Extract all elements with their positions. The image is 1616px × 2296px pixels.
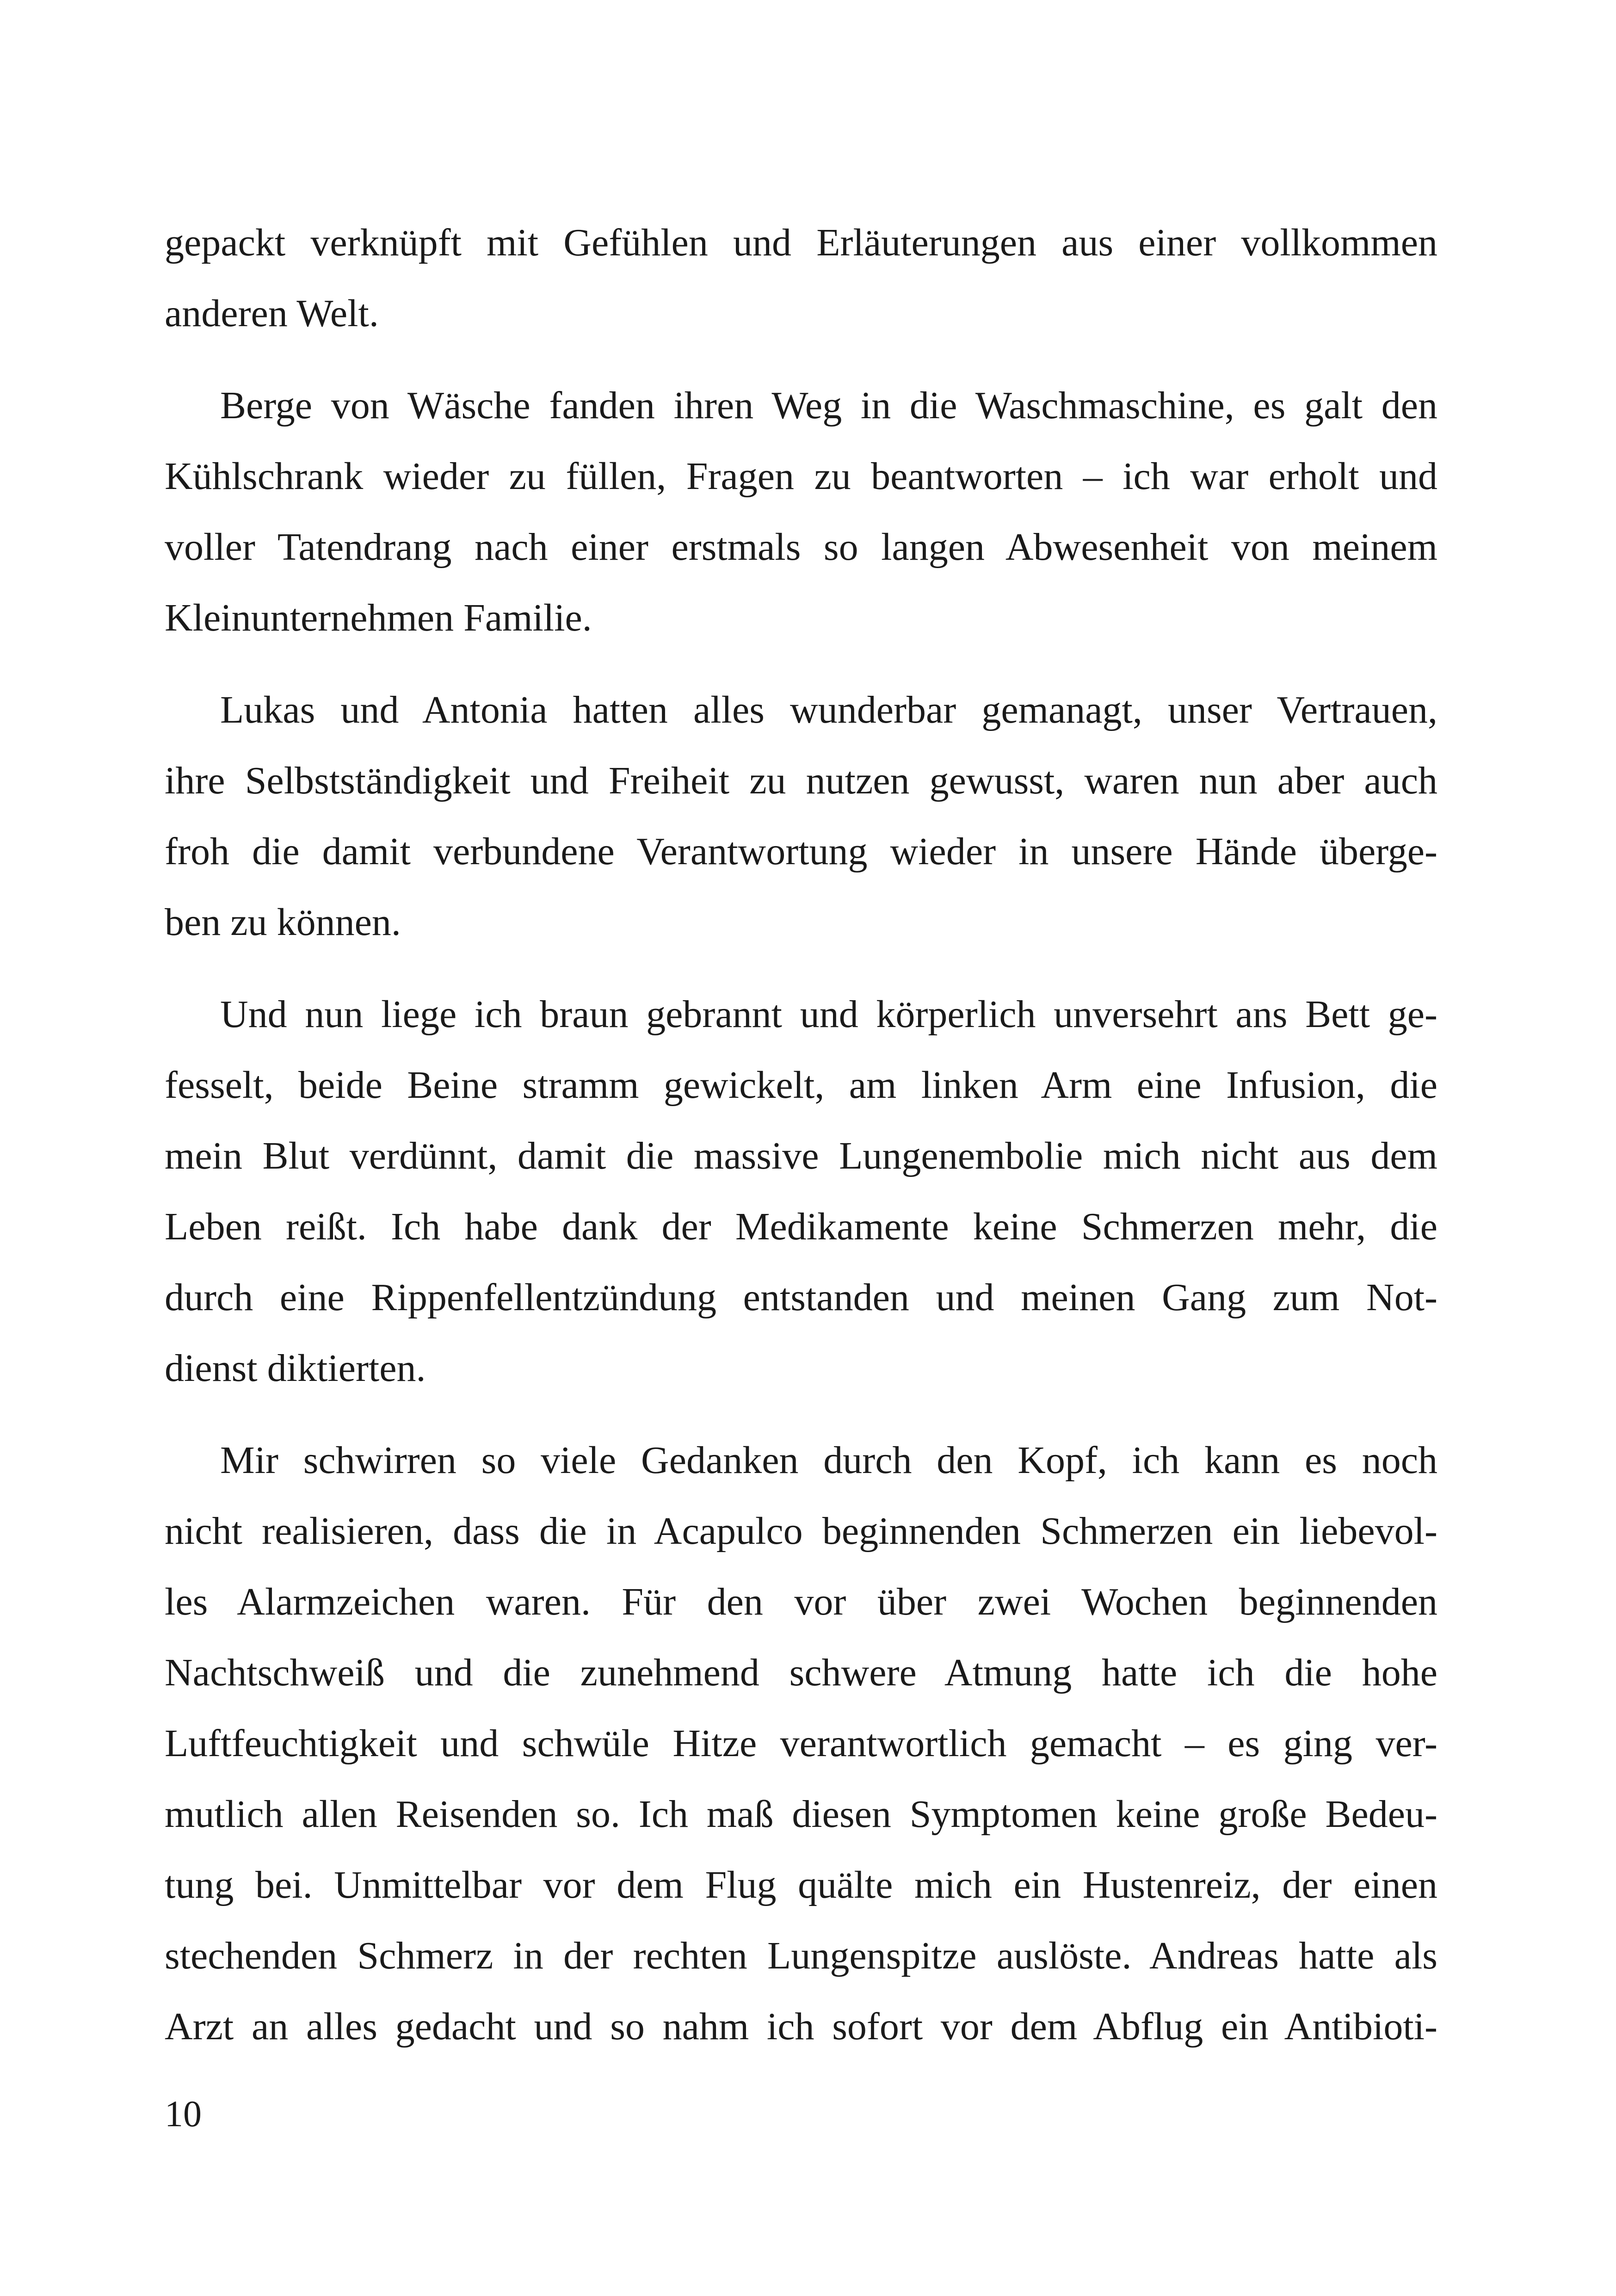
text-line: fesselt, beide Beine stramm gewickelt, am linken Arm eine Infusion, die — [165, 1064, 1437, 1107]
text-line: Arzt an alles gedacht und so nahm ich sofort vor dem Abflug ein Antibioti- — [165, 2005, 1437, 2048]
body-text — [165, 207, 1437, 2062]
text-line: dienst diktierten. — [165, 1347, 426, 1390]
text-line: voller Tatendrang nach einer erstmals so langen Abwesenheit von meinem — [165, 526, 1437, 569]
page-number: 10 — [165, 2094, 202, 2135]
paragraph-gap — [165, 653, 1437, 675]
text-line: stechenden Schmerz in der rechten Lungenspitze auslöste. Andreas hatte als — [165, 1934, 1437, 1977]
paragraph-gap — [165, 1404, 1437, 1425]
text-line: Luftfeuchtigkeit und schwüle Hitze verantwortlich gemacht – es ging ver- — [165, 1722, 1437, 1765]
text-line: Mir schwirren so viele Gedanken durch den Kopf, ich kann es noch — [220, 1439, 1437, 1482]
text-line: mein Blut verdünnt, damit die massive Lungenembolie mich nicht aus dem — [165, 1134, 1437, 1177]
text-line: Kühlschrank wieder zu füllen, Fragen zu beantworten – ich war erholt und — [165, 455, 1437, 498]
text-line: Kleinunternehmen Familie. — [165, 596, 592, 639]
text-line: tung bei. Unmittelbar vor dem Flug quälte mich ein Hustenreiz, der einen — [165, 1863, 1437, 1906]
text-line: froh die damit verbundene Verantwortung wieder in unsere Hände überge- — [165, 830, 1437, 873]
text-line: Und nun liege ich braun gebrannt und körperlich unversehrt ans Bett ge- — [220, 993, 1437, 1036]
text-line: Leben reißt. Ich habe dank der Medikamente keine Schmerzen mehr, die — [165, 1205, 1437, 1248]
paragraph-gap — [165, 958, 1437, 979]
text-line: les Alarmzeichen waren. Für den vor über zwei Wochen beginnenden — [165, 1580, 1437, 1623]
text-line: ben zu können. — [165, 901, 401, 944]
text-line: Nachtschweiß und die zunehmend schwere Atmung hatte ich die hohe — [165, 1651, 1437, 1694]
text-line: anderen Welt. — [165, 292, 379, 335]
text-line: gepackt verknüpft mit Gefühlen und Erläuterungen aus einer vollkommen — [165, 221, 1437, 264]
text-line: Lukas und Antonia hatten alles wunderbar gemanagt, unser Vertrauen, — [220, 688, 1437, 731]
text-line: durch eine Rippenfellentzündung entstanden und meinen Gang zum Not- — [165, 1276, 1437, 1319]
paragraph-gap — [165, 349, 1437, 370]
text-line: mutlich allen Reisenden so. Ich maß diesen Symptomen keine große Bedeu- — [165, 1793, 1437, 1836]
text-line: ihre Selbstständigkeit und Freiheit zu nutzen gewusst, waren nun aber auch — [165, 759, 1437, 802]
text-line: nicht realisieren, dass die in Acapulco beginnenden Schmerzen ein liebevol- — [165, 1510, 1437, 1553]
text-line: Berge von Wäsche fanden ihren Weg in die Waschmaschine, es galt den — [220, 384, 1437, 427]
